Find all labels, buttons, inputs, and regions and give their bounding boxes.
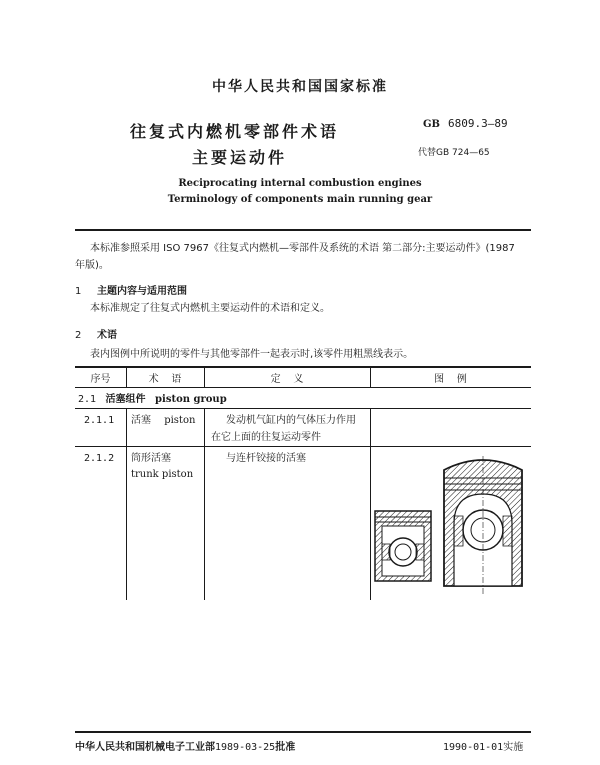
section-1-body: 本标准规定了往复式内燃机主要运动件的术语和定义。: [90, 303, 330, 314]
row-term-en: piston: [164, 415, 196, 426]
header-definition: 定 义: [270, 374, 304, 385]
header-term: 术 语: [148, 374, 182, 385]
header-figure: 图 例: [434, 374, 467, 385]
standard-number: [423, 117, 508, 130]
piston-section-view: [444, 456, 522, 596]
col-divider-2: [204, 408, 205, 600]
row-definition-line1: 发动机气缸内的气体压力作用: [226, 415, 356, 426]
section-1-heading: [75, 282, 187, 297]
standard-prefix: GB: [423, 119, 440, 130]
intro-line2: 年版)。: [75, 260, 109, 271]
row-number: 2.1.1: [84, 415, 115, 426]
group-number: 2.1: [78, 394, 97, 405]
footer-effective: [443, 738, 523, 753]
col-divider-1: [126, 408, 127, 600]
row-term-en: trunk piston: [131, 469, 194, 480]
section-1-title: 主题内容与适用范围: [97, 286, 187, 297]
section-2-number: 2: [75, 330, 82, 341]
row-definition-line1: 与连杆铰接的活塞: [226, 453, 306, 464]
piston-side-view: [375, 511, 431, 581]
row-term: [131, 412, 195, 429]
footer-divider: [75, 731, 531, 733]
table-group-border: [75, 408, 531, 409]
row-term-cn: 筒形活塞: [131, 453, 171, 464]
replaces-standard: 代替GB 724—65: [418, 148, 490, 158]
section-1-number: 1: [75, 286, 82, 297]
document-title: 往复式内燃机零部件术语: [130, 122, 340, 141]
row-definition-line2: 在它上面的往复运动零件: [211, 432, 321, 443]
table-header-border: [75, 387, 531, 388]
standard-type-header: 中华人民共和国国家标准: [212, 79, 388, 95]
header-number: 序号: [90, 374, 111, 385]
section-2-body: 表内图例中所说明的零件与其他零部件一起表示时,该零件用粗黑线表示。: [90, 349, 414, 360]
group-title-cn: 活塞组件: [105, 394, 146, 405]
header-divider: [75, 229, 531, 231]
trunk-piston-figure: [370, 446, 531, 600]
issuer-name: 中华人民共和国机械电子工业部: [75, 742, 215, 753]
intro-line1: 本标准参照采用 ISO 7967《往复式内燃机—零部件及系统的术语 第二部分:主要运动件》(1987: [90, 243, 515, 254]
english-title-line1: Reciprocating internal combustion engines: [178, 178, 422, 189]
approved-label: 批准: [275, 742, 296, 753]
footer-issuer: [75, 738, 295, 753]
row-term-cn: 活塞: [131, 415, 151, 426]
approved-date: 1989-03-25: [215, 742, 276, 753]
section-2-title: 术语: [97, 330, 117, 341]
table-top-border: [75, 366, 531, 368]
group-row: [78, 391, 227, 408]
standard-code: 6809.3—89: [448, 117, 508, 130]
english-title-line2: Terminology of components main running gear: [167, 194, 433, 205]
group-title-en: piston group: [155, 394, 227, 405]
document-subtitle: 主要运动件: [192, 148, 288, 167]
effective-label: 实施: [503, 742, 524, 753]
row-number: 2.1.2: [84, 453, 115, 464]
effective-date: 1990-01-01: [443, 742, 504, 753]
section-2-heading: [75, 326, 117, 341]
